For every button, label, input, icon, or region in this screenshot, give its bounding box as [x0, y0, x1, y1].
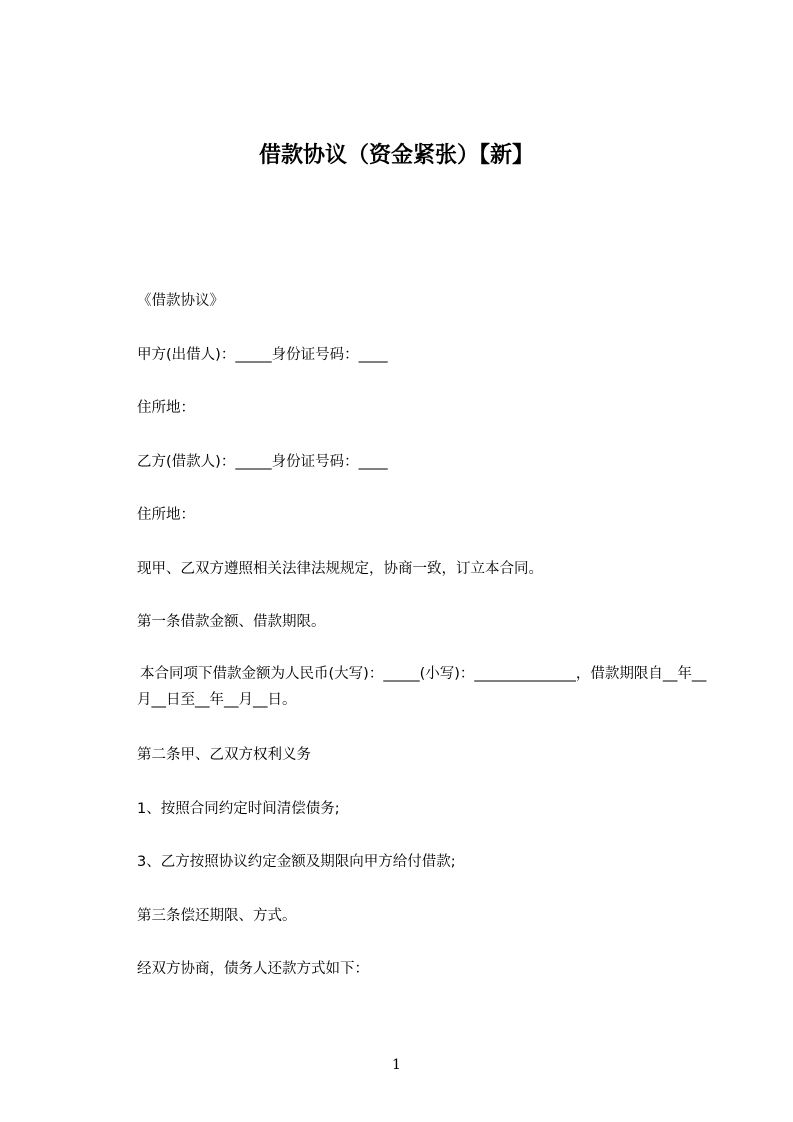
- paragraph-article-1-body: [137, 661, 707, 713]
- paragraph-party-a-address: 住所地：: [137, 400, 195, 416]
- document-title: 借款协议（资金紧张）【新】: [258, 143, 534, 168]
- page-number: 1: [392, 1057, 401, 1073]
- paragraph-article-2-heading: 第二条甲、乙双方权利义务: [137, 747, 311, 763]
- paragraph-agreement-name: 《借款协议》: [137, 293, 224, 309]
- paragraph-repayment-method: 经双方协商，债务人还款方式如下：: [137, 961, 369, 977]
- paragraph-article-2-item-3: 3、乙方按照协议约定金额及期限向甲方给付借款;: [137, 854, 456, 870]
- paragraph-party-a: 甲方(出借人)：_____身份证号码：____: [137, 347, 388, 363]
- paragraph-party-b: 乙方(借款人)：_____身份证号码：____: [137, 454, 388, 470]
- article-1-body-text: 本合同项下借款金额为人民币(大写)：_____(小写)：______________，借款期限自__年__月__日至__年__月__日。: [137, 666, 707, 708]
- paragraph-preamble: 现甲、乙双方遵照相关法律法规规定，协商一致，订立本合同。: [137, 561, 543, 577]
- paragraph-article-2-item-1: 1、按照合同约定时间清偿债务;: [137, 801, 340, 817]
- paragraph-article-1-heading: 第一条借款金额、借款期限。: [137, 614, 326, 630]
- paragraph-party-b-address: 住所地：: [137, 507, 195, 523]
- paragraph-article-3-heading: 第三条偿还期限、方式。: [137, 908, 297, 924]
